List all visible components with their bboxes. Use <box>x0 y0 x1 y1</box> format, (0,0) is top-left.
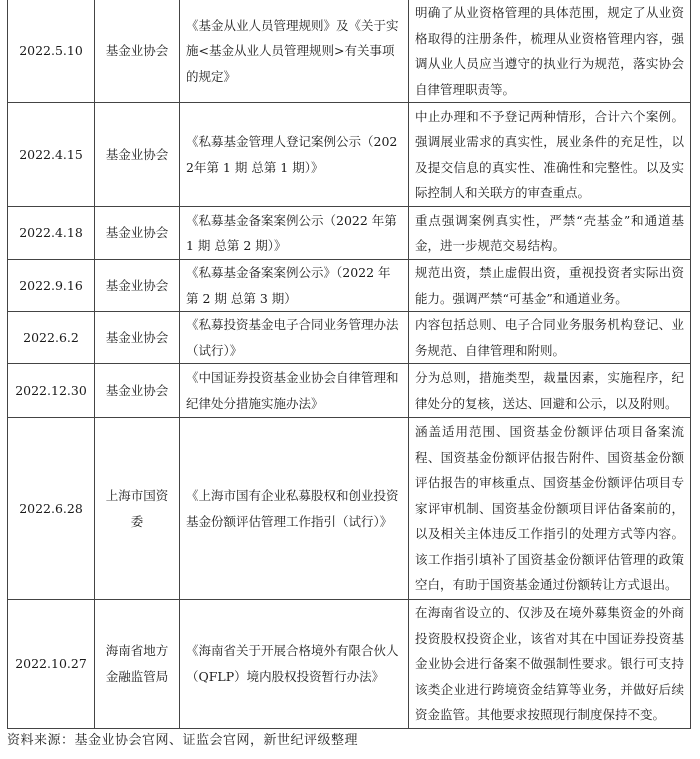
table-row <box>8 600 691 729</box>
issuer-cell: 基金业协会 <box>95 207 180 260</box>
issuer-cell: 上海市国资委 <box>95 418 180 600</box>
regulation-table <box>7 0 691 729</box>
document-cell: 《基金从业人员管理规则》及《关于实施<基金从业人员管理规则>有关事项的规定》 <box>180 0 409 103</box>
table-row <box>8 364 691 418</box>
summary-cell: 重点强调案例真实性，严禁“壳基金”和通道基金，进一步规范交易结构。 <box>409 207 691 260</box>
issuer-cell: 基金业协会 <box>95 103 180 207</box>
source-note: 资料来源：基金业协会官网、证监会官网，新世纪评级整理 <box>7 733 359 748</box>
table-row <box>8 0 691 103</box>
document-cell: 《海南省关于开展合格境外有限合伙人（QFLP）境内股权投资暂行办法》 <box>180 600 409 729</box>
summary-cell: 规范出资，禁止虚假出资，重视投资者实际出资能力。强调严禁“可基金”和通道业务。 <box>409 260 691 312</box>
table-row <box>8 418 691 600</box>
date-cell: 2022.12.30 <box>8 364 95 418</box>
document-cell: 《上海市国有企业私募股权和创业投资基金份额评估管理工作指引（试行）》 <box>180 418 409 600</box>
document-cell: 《私募基金管理人登记案例公示（2022年第 1 期 总第 1 期）》 <box>180 103 409 207</box>
issuer-cell: 基金业协会 <box>95 0 180 103</box>
table-row <box>8 312 691 364</box>
table-row <box>8 260 691 312</box>
issuer-cell: 基金业协会 <box>95 312 180 364</box>
date-cell: 2022.5.10 <box>8 0 95 103</box>
table-row <box>8 103 691 207</box>
summary-cell: 涵盖适用范围、国资基金份额评估项目备案流程、国资基金份额评估报告附件、国资基金份额评估报告的审核重点、国资基金份额评估项目专家评审机制、国资基金份额项目评估备案前的，以及相关主体违反工作指引的处理方式等内容。该工作指引填补了国资基金份额评估管理的政策空白，有助于国资基金通过份额转让方式退出。 <box>409 418 691 600</box>
date-cell: 2022.6.28 <box>8 418 95 600</box>
document-cell: 《私募投资基金电子合同业务管理办法（试行）》 <box>180 312 409 364</box>
table-row <box>8 207 691 260</box>
summary-cell: 内容包括总则、电子合同业务服务机构登记、业务规范、自律管理和附则。 <box>409 312 691 364</box>
issuer-cell: 海南省地方金融监管局 <box>95 600 180 729</box>
date-cell: 2022.9.16 <box>8 260 95 312</box>
date-cell: 2022.6.2 <box>8 312 95 364</box>
document-cell: 《私募基金备案案例公示》（2022 年第 2 期 总第 3 期） <box>180 260 409 312</box>
document-cell: 《中国证券投资基金业协会自律管理和纪律处分措施实施办法》 <box>180 364 409 418</box>
summary-cell: 中止办理和不予登记两种情形，合计六个案例。强调展业需求的真实性，展业条件的充足性，以及提交信息的真实性、准确性和完整性。以及实际控制人和关联方的审查重点。 <box>409 103 691 207</box>
date-cell: 2022.4.15 <box>8 103 95 207</box>
summary-cell: 明确了从业资格管理的具体范围，规定了从业资格取得的注册条件，梳理从业资格管理内容，强调从业人员应当遵守的执业行为规范，落实协会自律管理职责等。 <box>409 0 691 103</box>
date-cell: 2022.4.18 <box>8 207 95 260</box>
summary-cell: 分为总则，措施类型，裁量因素，实施程序，纪律处分的复核，送达、回避和公示，以及附则。 <box>409 364 691 418</box>
document-cell: 《私募基金备案案例公示（2022 年第 1 期 总第 2 期）》 <box>180 207 409 260</box>
summary-cell: 在海南省设立的、仅涉及在境外募集资金的外商投资股权投资企业，该省对其在中国证券投资基金业协会进行备案不做强制性要求。银行可支持该类企业进行跨境资金结算等业务，并做好后续资金监管。其他要求按照现行制度保持不变。 <box>409 600 691 729</box>
date-cell: 2022.10.27 <box>8 600 95 729</box>
issuer-cell: 基金业协会 <box>95 260 180 312</box>
issuer-cell: 基金业协会 <box>95 364 180 418</box>
